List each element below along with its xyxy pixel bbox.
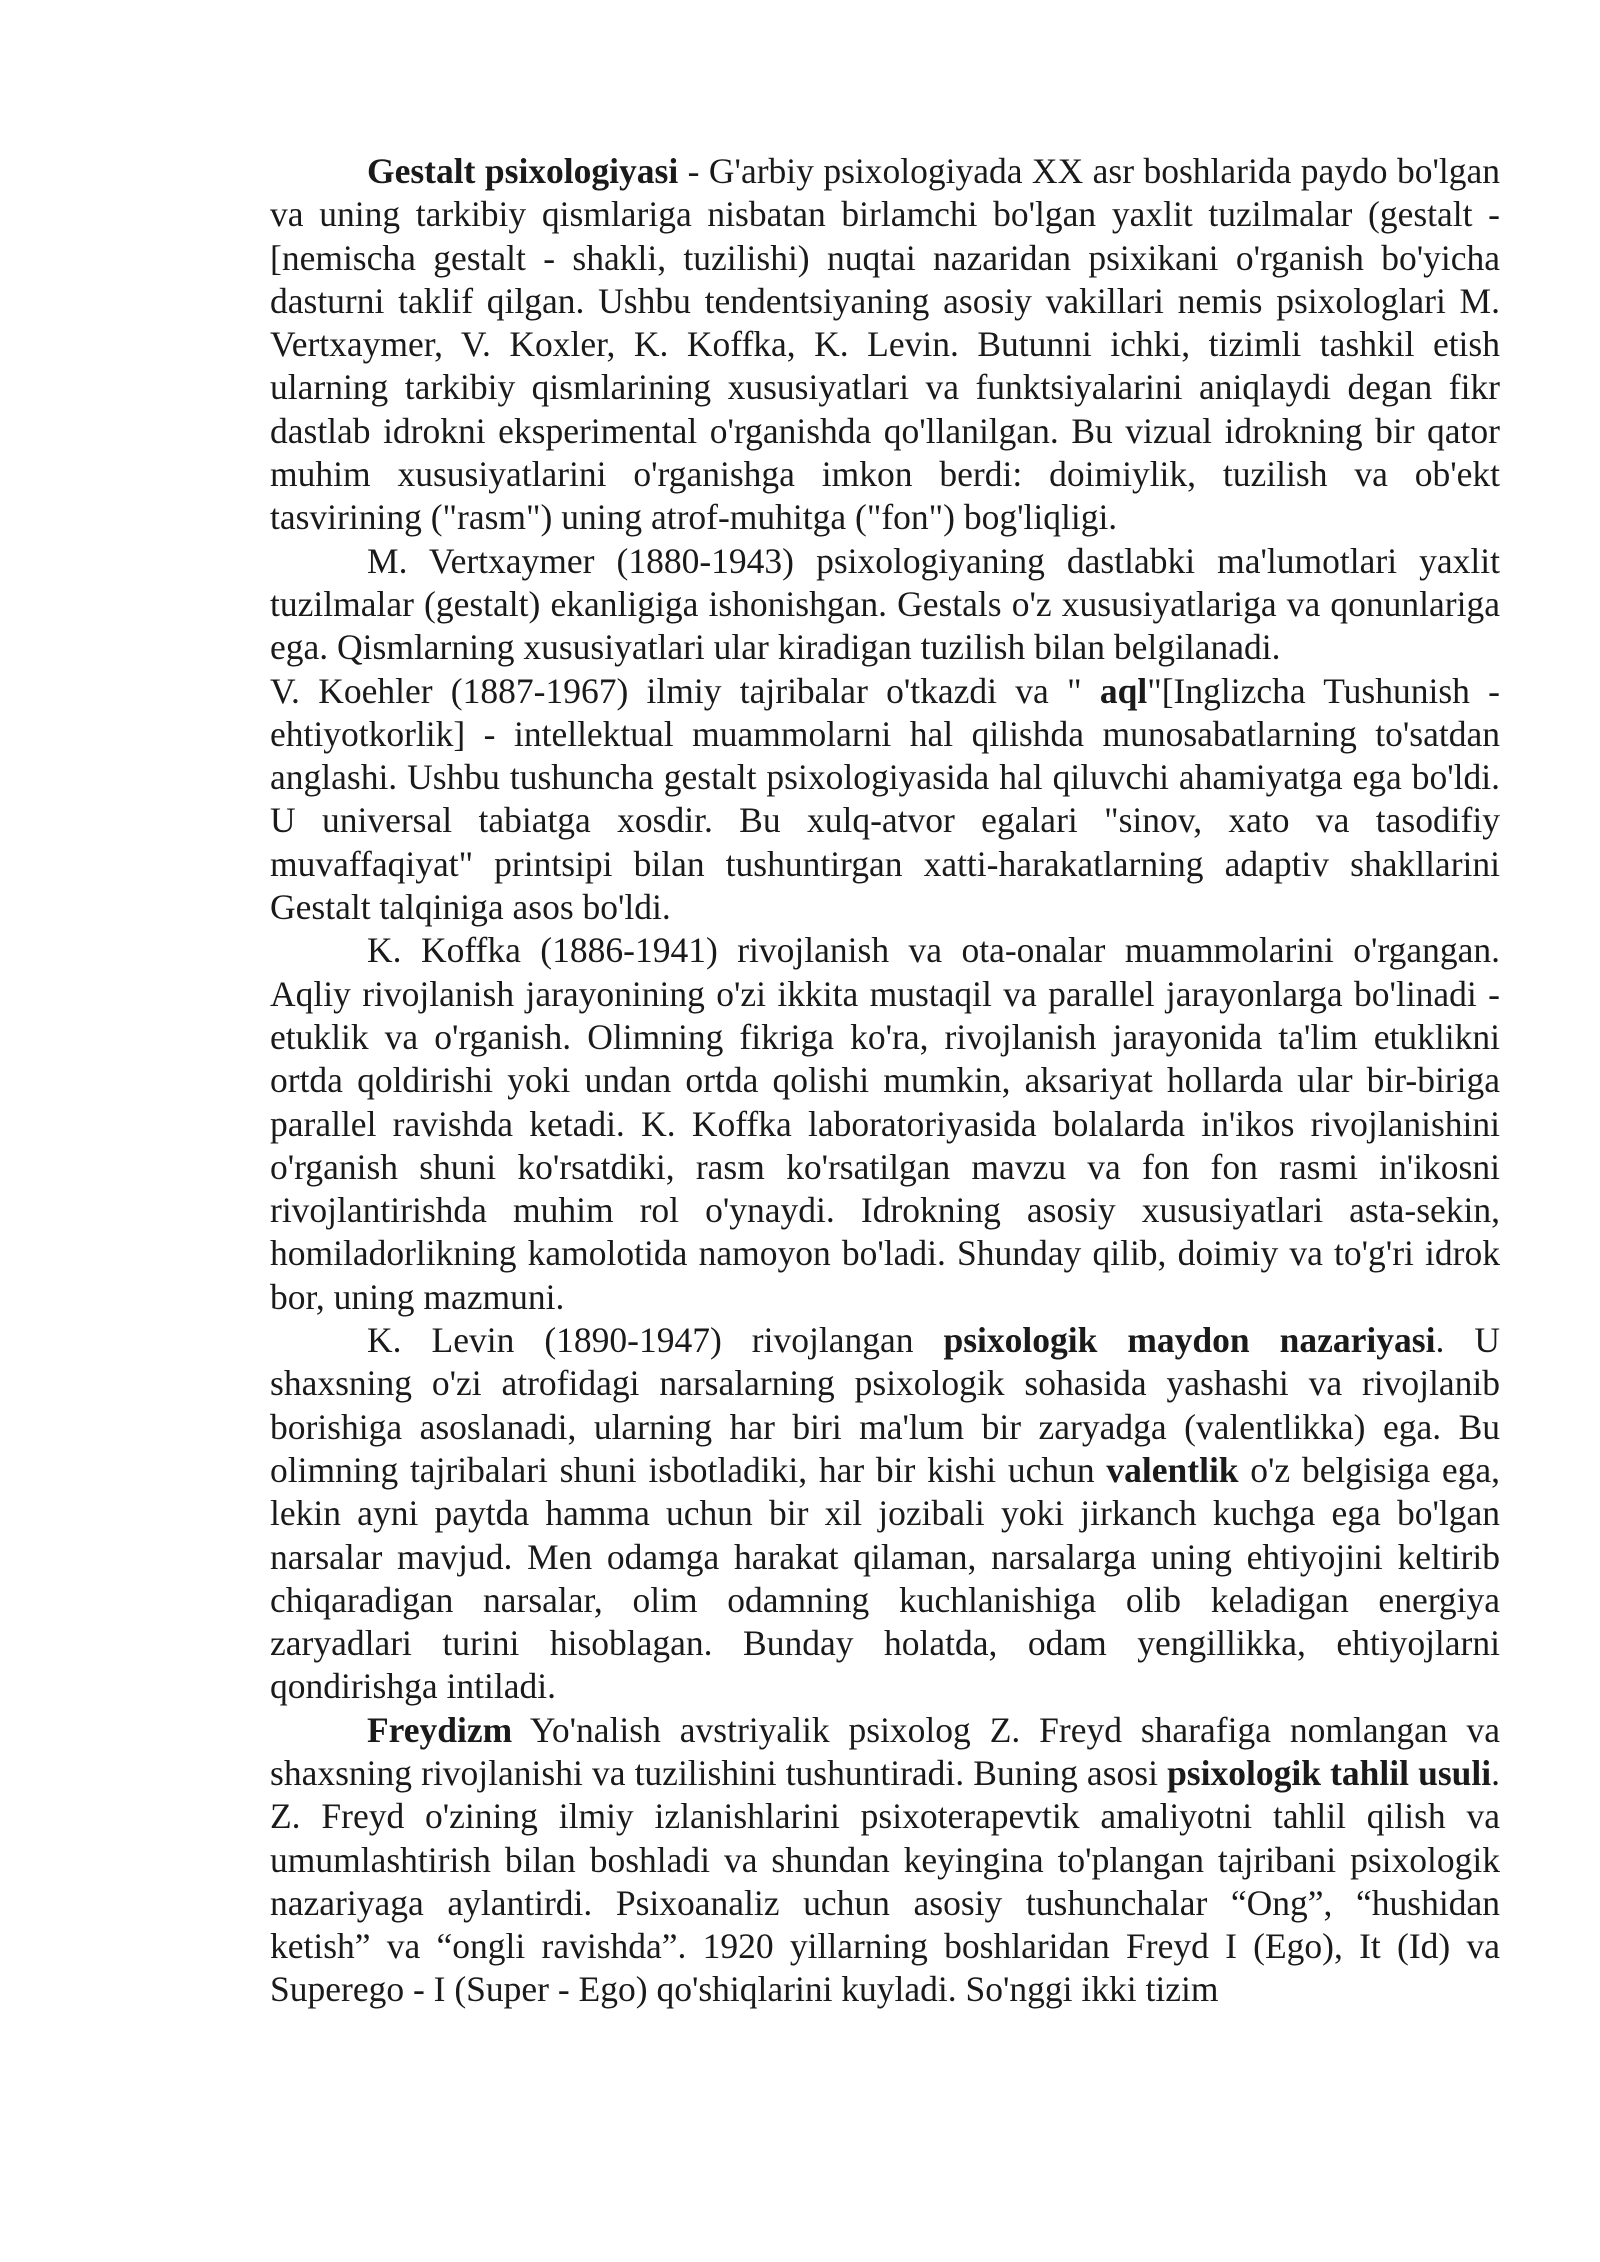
paragraph-koehler [270,670,1500,930]
paragraph-text: "[Inglizcha Tushunish - ehtiyotkorlik] - intellektual muammolarni hal qilishda munosabatlarning to'satdan anglashi. Ushbu tushuncha gestalt psixologiyasida hal qiluvchi ahamiyatga ega bo'ldi. U universal tabiatga xosdir. Bu xulq-atvor egalari "sinov, xato va tasodifiy muvaffaqiyat" printsipi bilan tushuntirgan xatti-harakatlarning adaptiv shakllarini Gestalt talqiniga asos bo'ldi. [270,670,1501,928]
paragraph-text: - G'arbiy psixologiyada XX asr boshlarida paydo bo'lgan va uning tarkibiy qismlariga nisbatan birlamchi bo'lgan yaxlit tuzilmalar (gestalt - [nemischa gestalt - shakli, tuzilishi) nuqtai nazaridan psixikani o'rganish bo'yicha dasturni taklif qilgan. Ushbu tendentsiyaning asosiy vakillari nemis psixologlari M. Vertxaymer, V. Koxler, K. Koffka, K. Levin. Butunni ichki, tizimli tashkil etish ularning tarkibiy qismlarining xususiyatlari va funktsiyalarini aniqlaydi degan fikr dastlab idrokni eksperimental o'rganishda qo'llanilgan. Bu vizual idrokning bir qator muhim xususiyatlarini o'rganishga imkon berdi: doimiylik, tuzilish va ob'ekt tasvirining ("rasm") uning atrof-muhitga ("fon") bog'liqligi. [270,151,1500,538]
paragraph-text: K. Koffka (1886-1941) rivojlanish va ota-onalar muammolarini o'rgangan. Aqliy rivojlanish jarayonining o'zi ikkita mustaqil va parallel jarayonlarga bo'linadi - etuklik va o'rganish. Olimning fikriga ko'ra, rivojlanish jarayonida ta'lim etuklikni ortda qoldirishi yoki undan ortda qolishi mumkin, aksariyat hollarda ular bir-biriga parallel ravishda ketadi. K. Koffka laboratoriyasida bolalarda in'ikos rivojlanishini o'rganish shuni ko'rsatdiki, rasm ko'rsatilgan mavzu va fon fon rasmi in'ikosni rivojlantirishda muhim rol o'ynaydi. Idrokning asosiy xususiyatlari asta-sekin, homiladorlikning kamolotida namoyon bo'ladi. Shunday qilib, doimiy va to'g'ri idrok bor, uning mazmuni. [270,930,1500,1317]
document-page [270,150,1500,2012]
paragraph-koffka [270,929,1500,1319]
term-psixologik-maydon: psixologik maydon nazariyasi [943,1320,1436,1361]
paragraph-text: . Z. Freyd o'zining ilmiy izlanishlarini psixoterapevtik amaliyotni tahlil qilish va umumlashtirish bilan boshladi va shundan keyingina to'plangan tajribani psixologik nazariyaga aylantirdi. Psixoanaliz uchun asosiy tushunchalar “Ong”, “hushidan ketish” va “ongli ravishda”. 1920 yillarning boshlaridan Freyd I (Ego), It (Id) va Superego - I (Super - Ego) qo'shiqlarini kuyladi. So'nggi ikki tizim [270,1752,1500,2010]
paragraph-text: M. Vertxaymer (1880-1943) psixologiyaning dastlabki ma'lumotlari yaxlit tuzilmalar (gestalt) ekanligiga ishonishgan. Gestals o'z xususiyatlariga va qonunlariga ega. Qismlarning xususiyatlari ular kiradigan tuzilish bilan belgilanadi. [270,540,1500,668]
paragraph-gestalt [270,150,1500,540]
paragraph-text: o'z belgisiga ega, lekin ayni paytda hamma uchun bir xil jozibali yoki jirkanch kuchga ega bo'lgan narsalar mavjud. Men odamga harakat qilaman, narsalarga uning ehtiyojini keltirib chiqaradigan narsalar, olim odamning kuchlanishiga olib keladigan energiya zaryadlari turini hisoblagan. Bunday holatda, odam yengillikka, ehtiyojlarni qondirishga intiladi. [270,1449,1500,1707]
paragraph-text: K. Levin (1890-1947) rivojlangan [367,1320,944,1361]
paragraph-text: . U shaxsning o'zi atrofidagi narsalarning psixologik sohasida yashashi va rivojlanib borishiga asoslanadi, ularning har biri ma'lum bir zaryadga (valentlikka) ega. Bu olimning tajribalari shuni isbotladiki, har bir kishi uchun [270,1320,1500,1490]
paragraph-freydizm [270,1709,1500,2012]
paragraph-text: Yo'nalish avstriyalik psixolog Z. Freyd sharafiga nomlangan va shaxsning rivojlanishi va tuzilishini tushuntiradi. Buning asosi [270,1709,1500,1793]
term-valentlik: valentlik [1106,1449,1239,1490]
paragraph-levin [270,1319,1500,1709]
term-gestalt: Gestalt psixologiyasi [367,151,679,191]
paragraph-text: V. Koehler (1887-1967) ilmiy tajribalar o'tkazdi va " [270,670,1100,711]
term-aql: aql [1099,670,1148,711]
term-freydizm: Freydizm [367,1709,513,1750]
paragraph-vertxaymer [270,540,1500,670]
term-psixologik-tahlil: psixologik tahlil usuli [1167,1752,1492,1793]
